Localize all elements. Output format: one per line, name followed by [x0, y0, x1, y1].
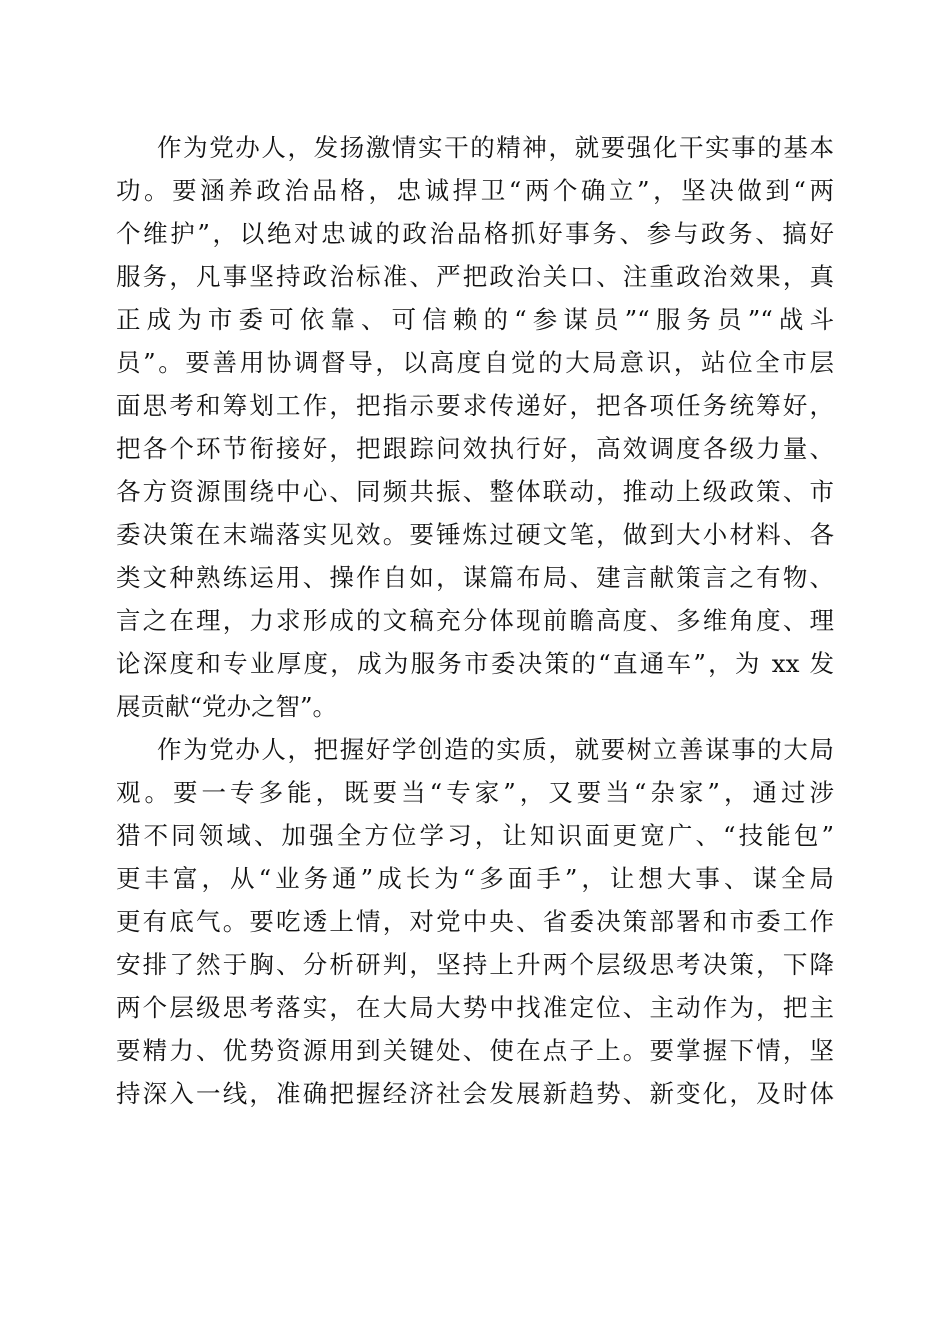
paragraph-2-line-4: 更丰富，从“业务通”成长为“多面手”，让想大事、谋全局 — [116, 864, 834, 893]
paragraph-1-line-7: 面思考和筹划工作，把指示要求传递好，把各项任务统筹好， — [116, 391, 834, 420]
paragraph-2-line-1: 作为党办人，把握好学创造的实质，就要树立善谋事的大局 — [157, 735, 834, 764]
paragraph-1-line-1: 作为党办人，发扬激情实干的精神，就要强化干实事的基本 — [157, 133, 834, 162]
paragraph-1-line-14: 展贡献“党办之智”。 — [116, 692, 338, 721]
paragraph-1-line-4: 服务，凡事坚持政治标准、严把政治关口、注重政治效果，真 — [116, 262, 834, 291]
paragraph-1-line-8: 把各个环节衔接好，把跟踪问效执行好，高效调度各级力量、 — [116, 434, 834, 463]
paragraph-2-line-5: 更有底气。要吃透上情，对党中央、省委决策部署和市委工作 — [116, 907, 834, 936]
paragraph-1-line-3: 个维护”，以绝对忠诚的政治品格抓好事务、参与政务、搞好 — [116, 219, 834, 248]
paragraph-2 — [116, 728, 834, 1115]
paragraph-1-line-13: 论深度和专业厚度，成为服务市委决策的“直通车”，为 xx 发 — [116, 649, 834, 678]
paragraph-2-line-8: 要精力、优势资源用到关键处、使在点子上。要掌握下情，坚 — [116, 1036, 834, 1065]
paragraph-2-line-3: 猎不同领域、加强全方位学习，让知识面更宽广、“技能包” — [116, 821, 834, 850]
paragraph-2-line-7: 两个层级思考落实，在大局大势中找准定位、主动作为，把主 — [116, 993, 834, 1022]
paragraph-1-line-9: 各方资源围绕中心、同频共振、整体联动，推动上级政策、市 — [116, 477, 834, 506]
paragraph-2-line-9: 持深入一线，准确把握经济社会发展新趋势、新变化，及时体 — [116, 1079, 834, 1108]
paragraph-1-line-11: 类文种熟练运用、操作自如，谋篇布局、建言献策言之有物、 — [116, 563, 834, 592]
paragraph-1 — [116, 126, 834, 728]
paragraph-2-line-6: 安排了然于胸、分析研判，坚持上升两个层级思考决策，下降 — [116, 950, 834, 979]
paragraph-2-line-2: 观。要一专多能，既要当“专家”，又要当“杂家”，通过涉 — [116, 778, 834, 807]
paragraph-1-line-6: 员”。要善用协调督导，以高度自觉的大局意识，站位全市层 — [116, 348, 834, 377]
document-body — [116, 126, 834, 1115]
paragraph-1-line-12: 言之在理，力求形成的文稿充分体现前瞻高度、多维角度、理 — [116, 606, 834, 635]
paragraph-1-line-2: 功。要涵养政治品格，忠诚捍卫“两个确立”，坚决做到“两 — [116, 176, 834, 205]
paragraph-1-line-10: 委决策在末端落实见效。要锤炼过硬文笔，做到大小材料、各 — [116, 520, 834, 549]
paragraph-1-line-5: 正成为市委可依靠、可信赖的“参谋员”“服务员”“战斗 — [116, 305, 834, 334]
